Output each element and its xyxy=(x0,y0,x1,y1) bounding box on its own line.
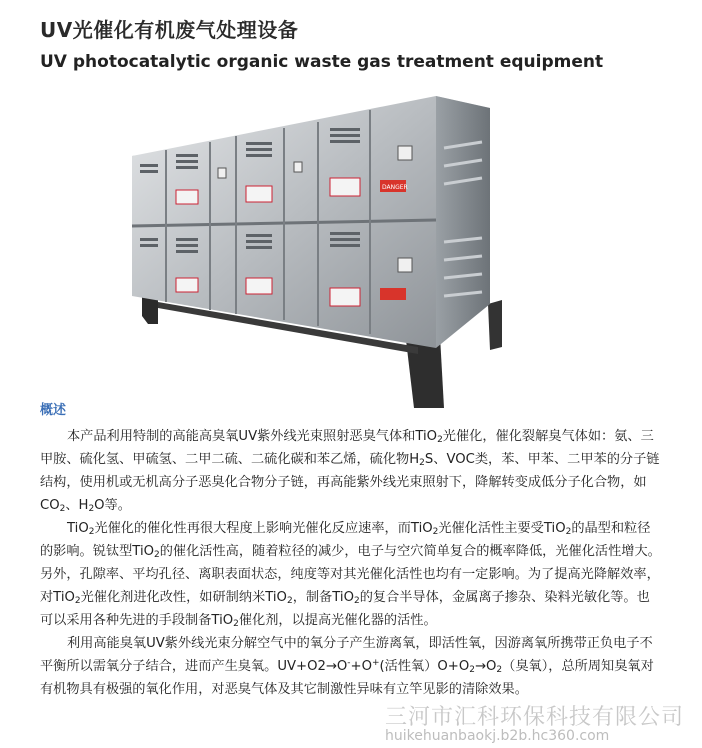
p1-text-c: S、VOC类，苯、甲苯、二甲苯的分子链结构，使用机或无机高分子恶臭化合物分子链，再高能紫外线光束照射下，降解转变成低分子化合物，如CO xyxy=(40,452,660,513)
overview-body xyxy=(40,425,662,701)
page-title-en: UV photocatalytic organic waste gas treatment equipment xyxy=(40,52,604,72)
paragraph-1 xyxy=(40,425,662,517)
p1-sub-d: 2 xyxy=(88,504,95,514)
p2-text-6: 光催化剂进化改性，如研制纳米TiO xyxy=(80,590,287,605)
p2-sub-1: 2 xyxy=(88,527,95,537)
p1-text-e: O等。 xyxy=(94,498,131,513)
p2-sub-4: 2 xyxy=(154,550,160,560)
p2-text-5: 的催化活性高，随着粒径的减少，电子与空穴简单复合的概率降低，光催化活性增大。另外，孔隙率、平均孔径、离职表面状态，纯度等对其光催化活性也均有一定影响。为了提高光降解效率，对TiO xyxy=(40,544,661,605)
p2-text-2: 光催化的催化性再很大程度上影响光催化反应速率，而TiO xyxy=(94,521,433,536)
watermark-domain: huikehuanbaokj.b2b.hc360.com xyxy=(385,728,610,744)
p2-sub-6: 2 xyxy=(286,596,293,606)
p2-sub-2: 2 xyxy=(432,527,439,537)
page-title-cn: UV光催化有机废气处理设备 xyxy=(40,18,299,42)
p2-text-3: 光催化活性主要受TiO xyxy=(438,521,566,536)
p2-sub-3: 2 xyxy=(565,527,572,537)
p2-sub-7: 2 xyxy=(353,596,360,606)
p3-sup-1: - xyxy=(347,658,351,668)
p1-sub-a: 2 xyxy=(437,435,443,445)
watermark-company: 三河市汇科环保科技有限公司 xyxy=(385,705,685,730)
p1-sub-b: 2 xyxy=(419,458,425,468)
equipment-photo xyxy=(118,92,508,408)
p1-sub-c: 2 xyxy=(59,504,66,514)
p3-sup-2: + xyxy=(371,658,380,668)
p2-sub-8: 2 xyxy=(233,619,239,629)
p3-sub-1: 2 xyxy=(469,665,475,675)
paragraph-2 xyxy=(40,517,662,632)
p3-text-4: →O xyxy=(474,659,497,674)
p1-text-a: 本产品利用特制的高能高臭氧UV紫外线光束照射恶臭气体和TiO xyxy=(67,429,438,444)
p2-text-4: 的晶型和粒径的影响。锐钛型TiO xyxy=(40,521,651,559)
section-title-overview: 概述 xyxy=(40,403,67,418)
p3-text-1: 利用高能臭氧UV紫外线光束分解空气中的氧分子产生游离氧，即活性氧，因游离氧所携带正负电子不平衡所以需氧分子结合，进而产生臭氧。UV+O2→O xyxy=(40,636,653,674)
p2-text-1: TiO xyxy=(67,521,89,536)
p3-text-2: +O xyxy=(350,659,372,674)
p3-sub-2: 2 xyxy=(496,665,503,675)
p3-text-3: (活性氧）O+O xyxy=(379,659,470,674)
p2-text-8: 的复合半导体，金属离子掺杂、染料光敏化等。也可以采用各种先进的手段制备TiO xyxy=(40,590,650,628)
p1-text-d: 、H xyxy=(65,498,89,513)
danger-label: DANGER xyxy=(382,184,408,191)
p2-text-7: ，制备TiO xyxy=(292,590,354,605)
paragraph-3 xyxy=(40,632,662,701)
p3-text-5: （臭氧），总所周知臭氧对有机物具有极强的氧化作用，对恶臭气体及其它制激性异味有立竿见影的清除效果。 xyxy=(40,659,654,697)
p2-sub-5: 2 xyxy=(74,596,81,606)
p2-text-9: 催化剂，以提高光催化器的活性。 xyxy=(238,613,437,628)
p1-text-b: 光催化，催化裂解臭气体如：氨、三甲胺、硫化氢、甲硫氢、二甲二硫、二硫化碳和苯乙烯，硫化物H xyxy=(40,429,654,467)
